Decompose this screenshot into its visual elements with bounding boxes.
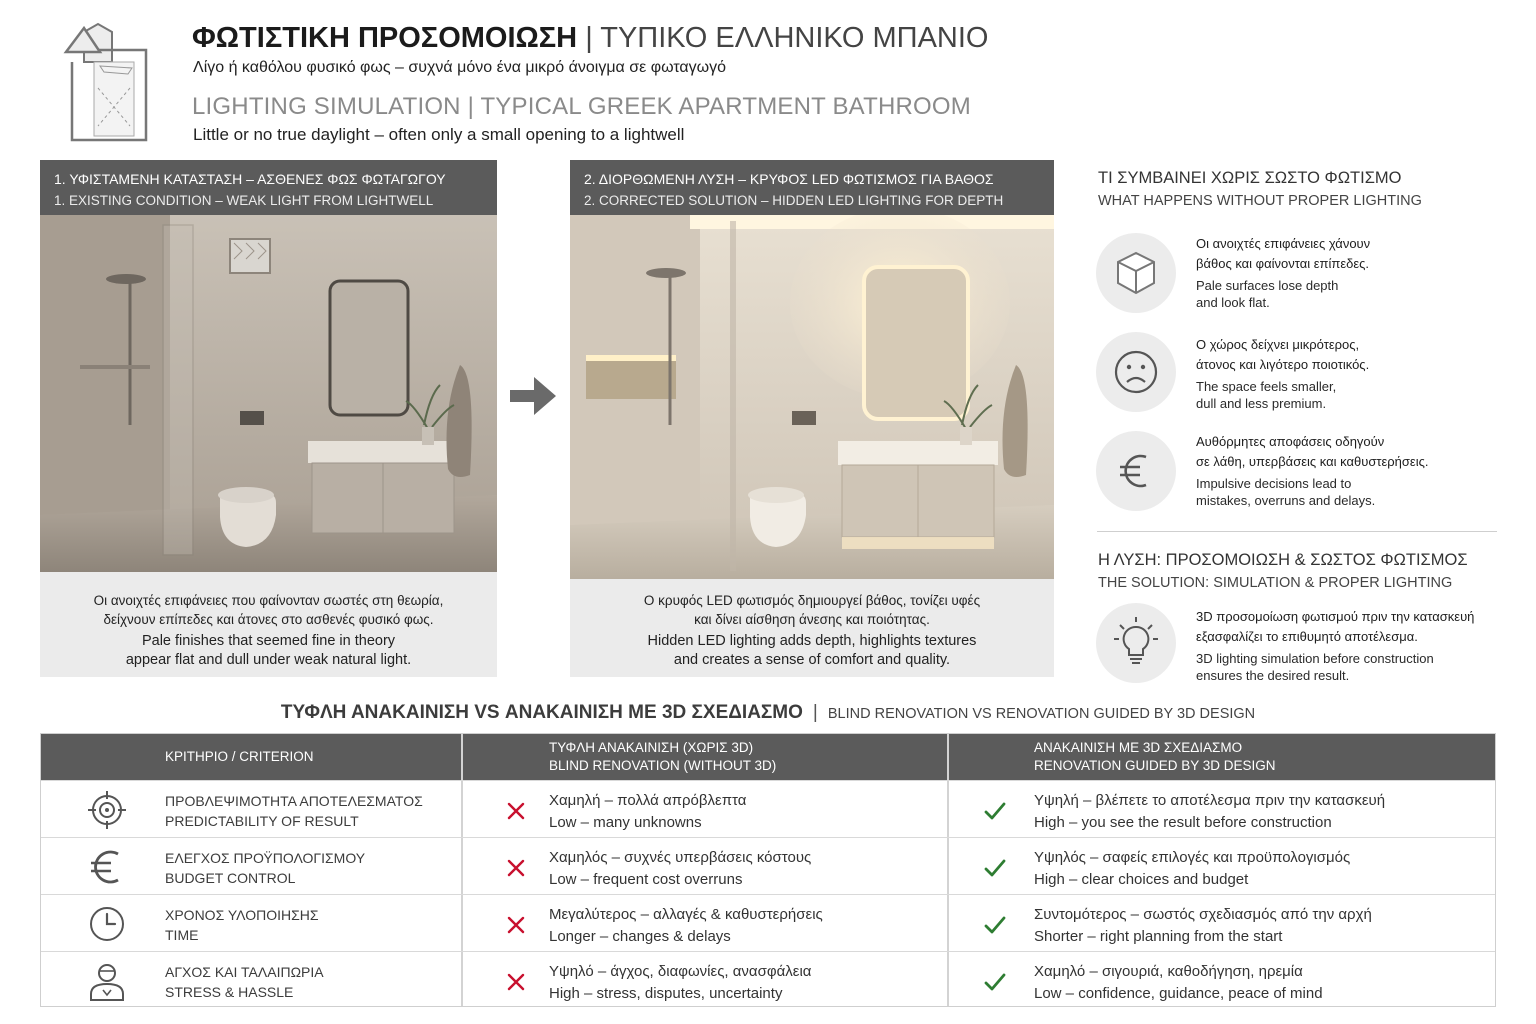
criterion-greek: ΠΡΟΒΛΕΨΙΜΟΤΗΤΑ ΑΠΟΤΕΛΕΣΜΑΤΟΣ [165,793,423,809]
panel-title-greek: 1. ΥΦΙΣΤΑΜΕΝΗ ΚΑΤΑΣΤΑΣΗ – ΑΣΘΕΝΕΣ ΦΩΣ ΦΩΤΑΓΩΓΟΥ [54,171,446,187]
solution-text-english-1: 3D lighting simulation before construction [1196,651,1434,666]
cube-icon [1096,233,1176,313]
panel-header [40,160,497,215]
problems-heading [1098,169,1422,209]
page-title-greek-bold: ΦΩΤΙΣΤΙΚΗ ΠΡΟΣΟΜΟΙΩΣΗ [192,22,578,54]
panel-title-english: 1. EXISTING CONDITION – WEAK LIGHT FROM LIGHTWELL [54,193,434,208]
checkmark-icon [983,799,1007,823]
problem-icon-circle [1096,233,1176,313]
solution-heading-greek: Η ΛΥΣΗ: ΠΡΟΣΟΜΟΙΩΣΗ & ΣΩΣΤΟΣ ΦΩΤΙΣΜΟΣ [1098,551,1468,569]
cross-icon [504,799,528,823]
caption-greek-line-1: Ο κρυφός LED φωτισμός δημιουργεί βάθος, τονίζει υφές [643,593,981,608]
solution-icon-circle [1096,603,1176,683]
solution-item [1196,607,1474,684]
guided-renovation-cell [1034,847,1350,891]
problem-text-english-1: Impulsive decisions lead to [1196,476,1352,491]
criterion-label [165,905,319,945]
section-divider [1097,531,1497,532]
table-row [41,837,1495,894]
caption-english-line-2: and creates a sense of comfort and quality. [673,652,951,668]
criterion-label [165,791,423,831]
column-header-guided [1034,739,1276,785]
cross-icon [504,913,528,937]
column-header-criterion: ΚΡΙΤΗΡΙΟ / CRITERION [165,749,314,764]
problem-item [1196,234,1370,311]
caption-english-line-1: Pale finishes that seemed fine in theory [141,633,396,649]
problem-icon-circle [1096,431,1176,511]
checkmark-icon [983,970,1007,994]
criterion-greek: ΧΡΟΝΟΣ ΥΛΟΠΟΙΗΣΗΣ [165,907,319,923]
house-lightwell-logo-icon [58,22,154,146]
comparison-title-greek: ΤΥΦΛΗ ΑΝΑΚΑΙΝΙΣΗ VS ΑΝΑΚΑΙΝΙΣΗ ΜΕ 3D ΣΧΕΔΙΑΣΜΟ [280,702,803,723]
corrected-solution-panel [570,160,1054,677]
caption-english-line-2: appear flat and dull under weak natural light. [125,652,412,668]
blind-greek: Υψηλό – άγχος, διαφωνίες, ανασφάλεια [549,963,812,980]
blind-renovation-cell [549,790,746,834]
problem-text-greek-2: βάθος και φαίνονται επίπεδες. [1196,256,1370,271]
table-row [41,894,1495,951]
guided-renovation-cell [1034,790,1385,834]
problems-heading-english: WHAT HAPPENS WITHOUT PROPER LIGHTING [1098,193,1422,209]
blind-greek: Χαμηλή – πολλά απρόβλεπτα [549,792,747,809]
problem-text-english-2: dull and less premium. [1196,396,1327,411]
right-arrow-icon [508,373,558,419]
column-header-blind [549,739,776,785]
lightbulb-icon [1096,603,1176,683]
problem-text-greek-2: σε λάθη, υπερβάσεις και καθυστερήσεις. [1196,454,1429,469]
euro-icon [1096,431,1176,511]
blind-english: Low – many unknowns [549,814,702,831]
solution-text-english-2: ensures the desired result. [1196,668,1350,683]
problem-text-english-1: The space feels smaller, [1196,379,1337,394]
criterion-greek: ΑΓΧΟΣ ΚΑΙ ΤΑΛΑΙΠΩΡΙΑ [165,964,324,980]
solution-heading-english: THE SOLUTION: SIMULATION & PROPER LIGHTING [1098,575,1453,591]
problem-text-english-2: and look flat. [1196,295,1270,310]
problem-text-greek-2: άτονος και λιγότερο ποιοτικός. [1196,357,1370,372]
criterion-english: TIME [165,927,199,943]
solution-heading [1098,551,1468,591]
column-header-guided-english: RENOVATION GUIDED BY 3D DESIGN [1034,758,1276,773]
table-row [41,780,1495,837]
solution-text-greek-2: εξασφαλίζει το επιθυμητό αποτέλεσμα. [1196,629,1418,644]
guided-english: Shorter – right planning from the start [1034,928,1283,945]
criterion-greek: ΕΛΕΓΧΟΣ ΠΡΟΫΠΟΛΟΓΙΣΜΟΥ [165,850,366,866]
panel-caption [40,572,497,670]
problem-text-greek-1: Οι ανοιχτές επιφάνειες χάνουν [1196,236,1371,251]
caption-greek-line-2: δείχνουν επίπεδες και άτονες στο ασθενές φυσικό φως. [103,612,434,627]
target-icon [85,789,129,831]
person-stress-icon [85,960,129,1002]
caption-greek-line-2: και δίνει αίσθηση άνεσης και ποιότητας. [694,612,930,627]
guided-english: Low – confidence, guidance, peace of mind [1034,985,1323,1002]
guided-greek: Χαμηλό – σιγουριά, καθοδήγηση, ηρεμία [1034,963,1303,980]
cross-icon [504,970,528,994]
guided-english: High – you see the result before construction [1034,814,1332,831]
guided-greek: Υψηλός – σαφείς επιλογές και προϋπολογισμός [1034,849,1351,866]
checkmark-icon [983,856,1007,880]
guided-renovation-cell [1034,961,1323,1005]
page-subtitle-english: Little or no true daylight – often only a small opening to a lightwell [193,125,685,144]
page-subtitle-greek: Λίγο ή καθόλου φυσικό φως – συχνά μόνο ένα μικρό άνοιγμα σε φωταγωγό [193,59,727,76]
comparison-title [0,702,1536,724]
bathroom-render-led-image [570,215,1054,579]
problem-text-english-1: Pale surfaces lose depth [1196,278,1339,293]
panel-header [570,160,1054,215]
column-header-blind-greek: ΤΥΦΛΗ ΑΝΑΚΑΙΝΙΣΗ (ΧΩΡΙΣ 3D) [549,740,754,755]
blind-renovation-cell [549,904,823,948]
guided-english: High – clear choices and budget [1034,871,1249,888]
blind-english: High – stress, disputes, uncertainty [549,985,783,1002]
problem-item [1196,335,1369,412]
sad-face-icon [1096,332,1176,412]
checkmark-icon [983,913,1007,937]
problem-text-greek-1: Ο χώρος δείχνει μικρότερος, [1196,337,1360,352]
table-row [41,951,1495,1008]
criterion-label [165,962,324,1002]
criterion-english: BUDGET CONTROL [165,870,296,886]
comparison-title-english: BLIND RENOVATION VS RENOVATION GUIDED BY 3D DESIGN [827,706,1256,722]
blind-renovation-cell [549,961,811,1005]
blind-renovation-cell [549,847,811,891]
caption-english-line-1: Hidden LED lighting adds depth, highlights textures [647,633,977,649]
column-header-guided-greek: ΑΝΑΚΑΙΝΙΣΗ ΜΕ 3D ΣΧΕΔΙΑΣΜΟ [1034,740,1243,755]
problem-item [1196,432,1429,509]
clock-icon [85,903,129,945]
cross-icon [504,856,528,880]
criterion-english: PREDICTABILITY OF RESULT [165,813,359,829]
page-title-english: LIGHTING SIMULATION | TYPICAL GREEK APARTMENT BATHROOM [192,93,971,120]
caption-greek-line-1: Οι ανοιχτές επιφάνειες που φαίνονταν σωστές στη θεωρία, [93,593,444,608]
solution-text-greek-1: 3D προσομοίωση φωτισμού πριν την κατασκευή [1196,609,1475,624]
problem-icon-circle [1096,332,1176,412]
panel-caption [570,579,1054,670]
blind-greek: Μεγαλύτερος – αλλαγές & καθυστερήσεις [549,906,823,923]
bathroom-render-dim-image [40,215,497,572]
comparison-title-separator: | [812,702,818,723]
guided-greek: Υψηλή – βλέπετε το αποτέλεσμα πριν την κατασκευή [1034,792,1386,809]
page-title-greek-rest: | ΤΥΠΙΚΟ ΕΛΛΗΝΙΚΟ ΜΠΑΝΙΟ [585,22,989,54]
euro-icon [85,846,129,888]
column-header-blind-english: BLIND RENOVATION (WITHOUT 3D) [549,758,777,773]
problem-text-english-2: mistakes, overruns and delays. [1196,493,1376,508]
criterion-label [165,848,365,888]
table-header [41,734,1495,780]
blind-greek: Χαμηλός – συχνές υπερβάσεις κόστους [549,849,812,866]
problems-heading-greek: ΤΙ ΣΥΜΒΑΙΝΕΙ ΧΩΡΙΣ ΣΩΣΤΟ ΦΩΤΙΣΜΟ [1098,169,1402,187]
panel-title-greek: 2. ΔΙΟΡΘΩΜΕΝΗ ΛΥΣΗ – ΚΡΥΦΟΣ LED ΦΩΤΙΣΜΟΣ ΓΙΑ ΒΑΘΟΣ [584,171,994,187]
guided-renovation-cell [1034,904,1372,948]
blind-english: Low – frequent cost overruns [549,871,743,888]
existing-condition-panel [40,160,497,677]
problem-text-greek-1: Αυθόρμητες αποφάσεις οδηγούν [1196,434,1385,449]
comparison-table [40,733,1496,1007]
guided-greek: Συντομότερος – σωστός σχεδιασμός από την αρχή [1034,906,1372,923]
blind-english: Longer – changes & delays [549,928,731,945]
page-title-greek [192,22,988,55]
panel-title-english: 2. CORRECTED SOLUTION – HIDDEN LED LIGHTING FOR DEPTH [584,193,1004,208]
criterion-english: STRESS & HASSLE [165,984,294,1000]
